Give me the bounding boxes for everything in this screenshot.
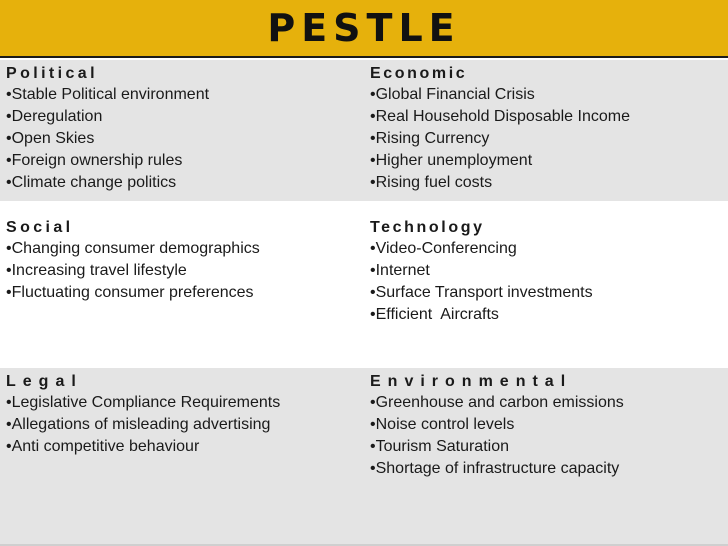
item-text: Changing consumer demographics bbox=[11, 240, 260, 257]
item-text: Tourism Saturation bbox=[375, 438, 509, 455]
list-item bbox=[6, 172, 209, 194]
bullet-icon: • bbox=[6, 394, 12, 411]
list-item bbox=[6, 238, 260, 260]
list-item bbox=[370, 128, 630, 150]
item-text: Open Skies bbox=[11, 130, 95, 147]
item-text: Anti competitive behaviour bbox=[11, 438, 200, 455]
list-item bbox=[6, 84, 209, 106]
item-text: Stable Political environment bbox=[11, 86, 210, 103]
list-item bbox=[370, 150, 630, 172]
page-title: PESTLE bbox=[267, 6, 461, 50]
item-text: Higher unemployment bbox=[375, 152, 533, 169]
list-item bbox=[6, 150, 209, 172]
item-text: Real Household Disposable Income bbox=[375, 108, 630, 125]
item-text: Global Financial Crisis bbox=[375, 86, 535, 103]
bullet-icon: • bbox=[370, 284, 376, 301]
list-item bbox=[370, 392, 624, 414]
bullet-icon: • bbox=[370, 416, 376, 433]
item-text: Deregulation bbox=[11, 108, 103, 125]
section-title-legal: Legal bbox=[6, 373, 83, 390]
title-banner bbox=[0, 0, 728, 58]
item-text: Rising fuel costs bbox=[375, 174, 493, 191]
item-text: Allegations of misleading advertising bbox=[11, 416, 271, 433]
item-text: Rising Currency bbox=[375, 130, 490, 147]
list-item bbox=[370, 458, 624, 480]
section-environmental bbox=[370, 372, 624, 480]
section-title-political: Political bbox=[6, 65, 98, 82]
list-item bbox=[6, 392, 280, 414]
item-text: Greenhouse and carbon emissions bbox=[375, 394, 624, 411]
bullet-icon: • bbox=[6, 240, 12, 257]
list-item bbox=[370, 106, 630, 128]
list-item bbox=[370, 172, 630, 194]
list-item bbox=[6, 128, 209, 150]
section-title-technology: Technology bbox=[370, 219, 485, 236]
list-item bbox=[370, 84, 630, 106]
bullet-icon: • bbox=[370, 240, 376, 257]
item-text: Internet bbox=[375, 262, 430, 279]
list-item bbox=[6, 414, 280, 436]
list-item bbox=[370, 260, 593, 282]
item-text: Noise control levels bbox=[375, 416, 515, 433]
list-item bbox=[370, 304, 593, 326]
bullet-icon: • bbox=[6, 130, 12, 147]
bullet-icon: • bbox=[6, 174, 12, 191]
section-economic bbox=[370, 64, 630, 194]
bullet-icon: • bbox=[6, 416, 12, 433]
list-item bbox=[370, 414, 624, 436]
bullet-icon: • bbox=[6, 438, 12, 455]
list-item bbox=[6, 436, 280, 458]
item-text: Foreign ownership rules bbox=[11, 152, 183, 169]
bullet-icon: • bbox=[370, 108, 376, 125]
item-text: Surface Transport investments bbox=[375, 284, 593, 301]
list-item bbox=[370, 238, 593, 260]
bullet-icon: • bbox=[370, 152, 376, 169]
bullet-icon: • bbox=[6, 284, 12, 301]
section-legal bbox=[6, 372, 280, 458]
bullet-icon: • bbox=[370, 394, 376, 411]
bullet-icon: • bbox=[6, 262, 12, 279]
list-item bbox=[6, 282, 260, 304]
bullet-icon: • bbox=[370, 130, 376, 147]
section-technology bbox=[370, 218, 593, 326]
bullet-icon: • bbox=[370, 262, 376, 279]
bullet-icon: • bbox=[370, 460, 376, 477]
bullet-icon: • bbox=[6, 108, 12, 125]
bullet-icon: • bbox=[6, 86, 12, 103]
item-text: Video-Conferencing bbox=[375, 240, 517, 257]
section-title-economic: Economic bbox=[370, 65, 468, 82]
bullet-icon: • bbox=[6, 152, 12, 169]
row-social-technology bbox=[0, 214, 728, 360]
section-title-environmental: Environmental bbox=[370, 373, 573, 390]
item-text: Shortage of infrastructure capacity bbox=[375, 460, 620, 477]
item-text: Climate change politics bbox=[11, 174, 177, 191]
list-item bbox=[370, 282, 593, 304]
item-text: Efficient Aircrafts bbox=[375, 306, 499, 323]
section-social bbox=[6, 218, 260, 304]
row-legal-environmental bbox=[0, 368, 728, 546]
section-political bbox=[6, 64, 209, 194]
section-title-social: Social bbox=[6, 219, 74, 236]
bullet-icon: • bbox=[370, 438, 376, 455]
list-item bbox=[6, 106, 209, 128]
bullet-icon: • bbox=[370, 306, 376, 323]
list-item bbox=[370, 436, 624, 458]
bullet-icon: • bbox=[370, 174, 376, 191]
item-text: Increasing travel lifestyle bbox=[11, 262, 187, 279]
item-text: Legislative Compliance Requirements bbox=[11, 394, 281, 411]
bullet-icon: • bbox=[370, 86, 376, 103]
list-item bbox=[6, 260, 260, 282]
item-text: Fluctuating consumer preferences bbox=[11, 284, 254, 301]
row-political-economic bbox=[0, 60, 728, 202]
